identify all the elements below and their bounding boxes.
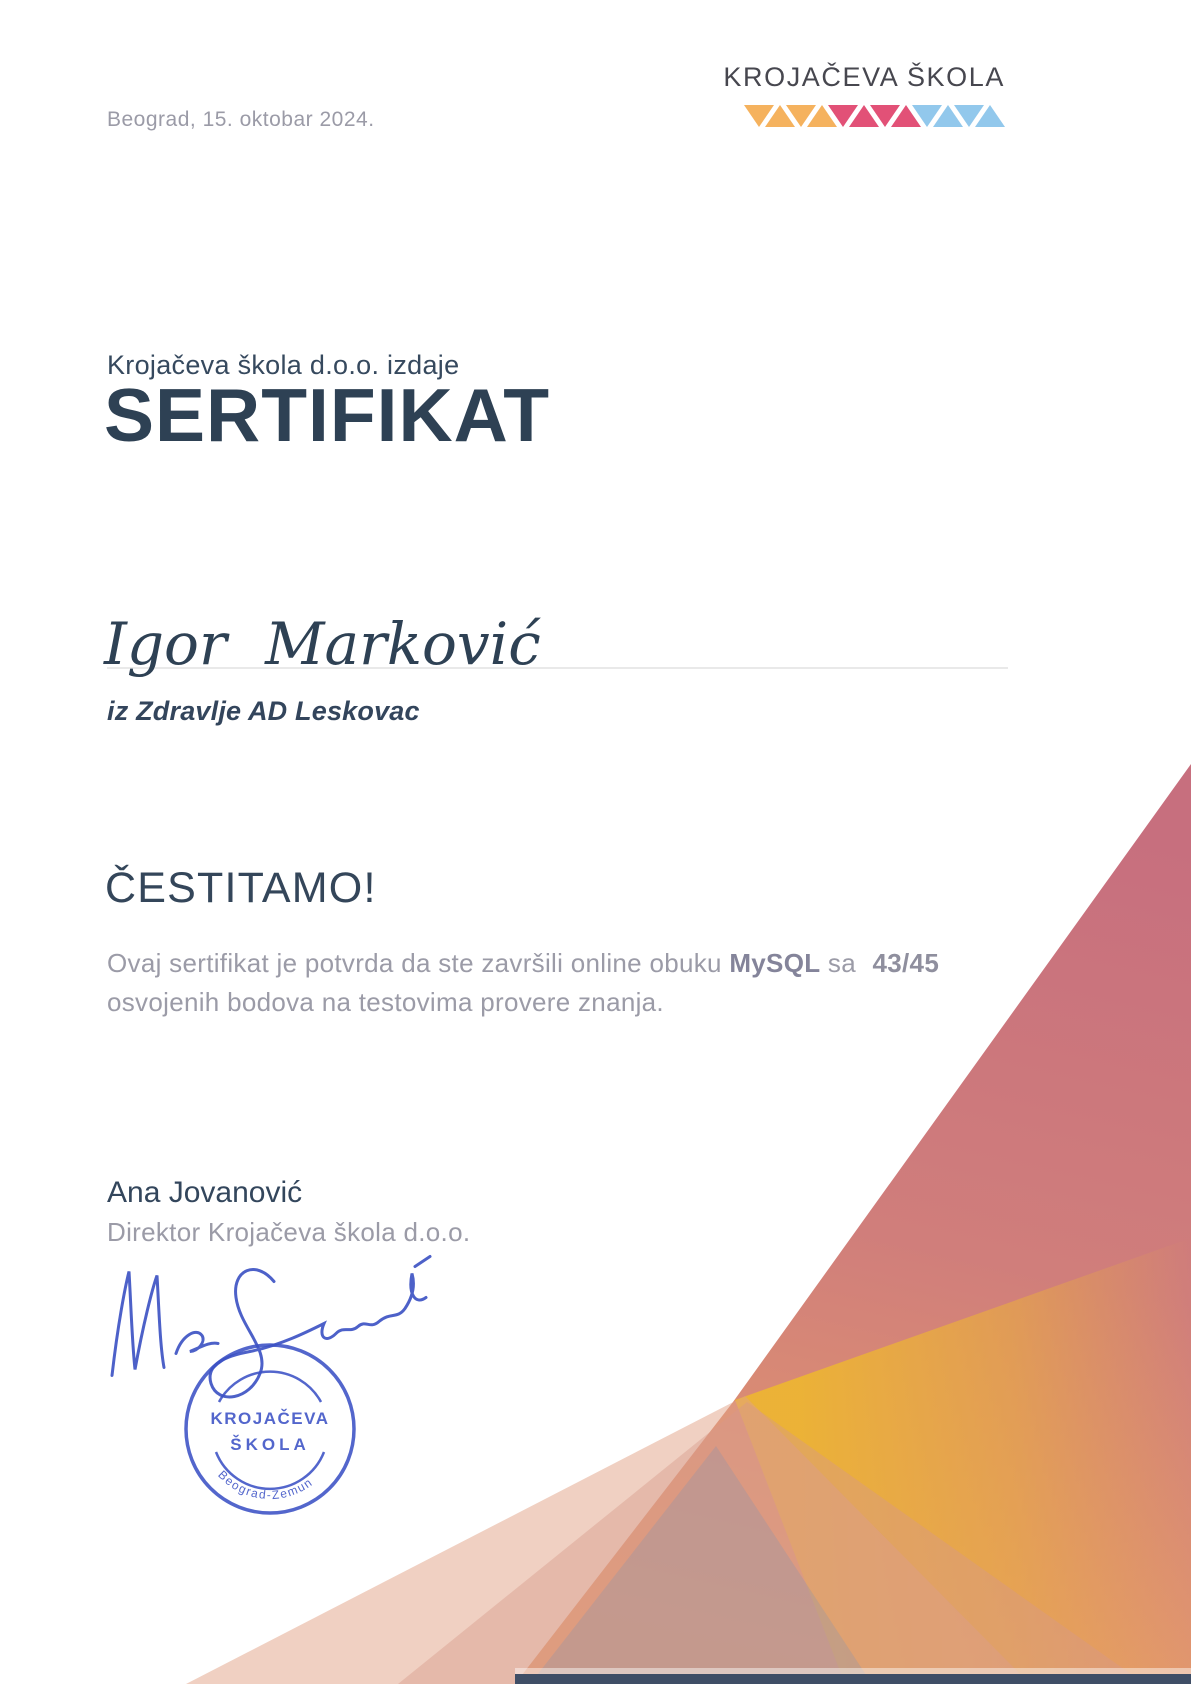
body-text-before: Ovaj sertifikat je potvrda da ste završili online obuku — [107, 948, 730, 978]
logo-triangle-band — [744, 104, 1005, 128]
body-text-between: sa — [820, 948, 864, 978]
issuer-line: Krojačeva škola d.o.o. izdaje — [107, 350, 460, 380]
logo-text: KROJAČEVA ŠKOLA — [723, 62, 1005, 92]
body-text-after: osvojenih bodova na testovima provere znanja. — [107, 987, 664, 1017]
date-line: Beograd, 15. oktobar 2024. — [107, 108, 375, 131]
svg-text:Beograd-Zemun — [215, 1468, 315, 1502]
congrats-heading: ČESTITAMO! — [105, 864, 377, 912]
signer-name: Ana Jovanović — [107, 1176, 303, 1209]
recipient-name: Igor Marković — [104, 610, 541, 678]
course-name: MySQL — [729, 948, 821, 978]
stamp-arc-text: Beograd-Zemun — [215, 1467, 316, 1503]
stamp-line1: KROJAČEVA — [210, 1409, 330, 1428]
company-stamp — [181, 1340, 359, 1518]
recipient-origin: iz Zdravlje AD Leskovac — [107, 696, 420, 726]
stamp-line2: ŠKOLA — [230, 1435, 310, 1454]
certificate-title: SERTIFIKAT — [104, 373, 551, 457]
signer-title: Direktor Krojačeva škola d.o.o. — [107, 1217, 471, 1247]
score-value: 43/45 — [872, 948, 940, 978]
certificate-body — [107, 944, 1012, 1022]
